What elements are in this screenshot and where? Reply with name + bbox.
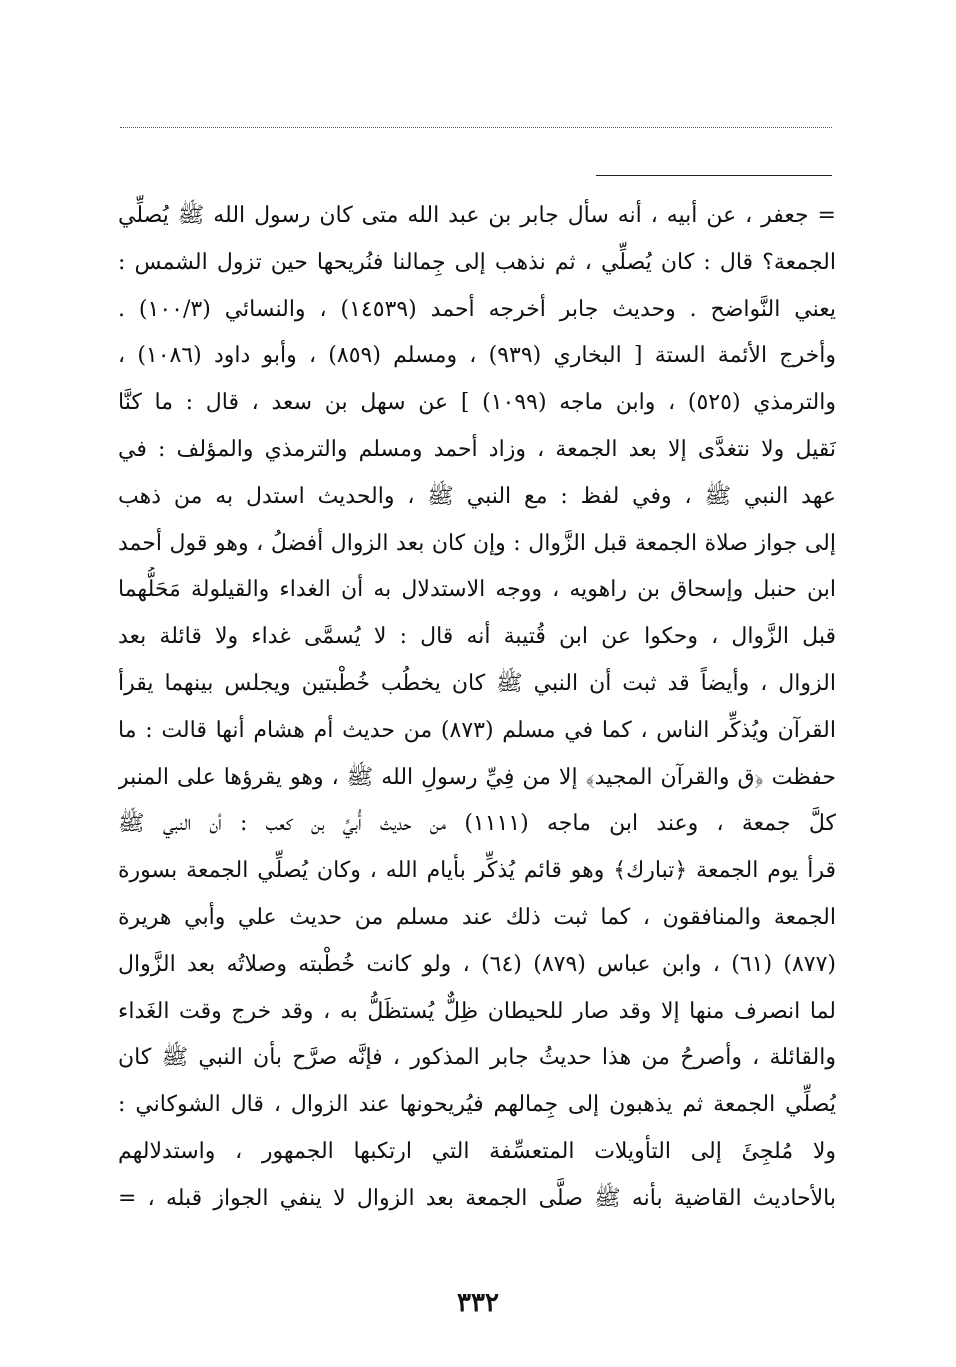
- footnote-line: (٨٧٧) (٦١) ، وابن عباس (٨٧٩) (٦٤) ، ولو كانت خُطْبته وصلاتُه بعد الزَّوال: [118, 951, 836, 977]
- footnote-line: يُصلِّي الجمعة ثم يذهبون إلى جِمالهم فيُريحونها عند الزوال ، قال الشوكاني :: [118, 1092, 836, 1118]
- footnote-line: الزوال ، وأيضاً قد ثبت أن النبي ﷺ كان يخطُب خُطْبتين ويجلس بينهما يقرأ: [118, 670, 836, 696]
- footnote-text-block: [118, 193, 836, 1223]
- footnote-line: وأخرج الأئمة الستة [ البخاري (٩٣٩) ، ومسلم (٨٥٩) ، وأبو داود (١٠٨٦) ،: [118, 343, 836, 369]
- footnote-line: عهد النبي ﷺ ، وفي لفظ : مع النبي ﷺ ، والحديث استدل به من ذهب: [118, 483, 836, 509]
- footnote-line: حفظت ﴿ق والقرآن المجيد﴾ إلا من فِيِّ رسولِ الله ﷺ ، وهو يقرؤها على المنبر: [118, 764, 836, 790]
- footnote-line: كلَّ جمعة ، وعند ابن ماجه (١١١١) من حديث أُبيِّ بن كعب : أن النبي ﷺ: [118, 811, 836, 837]
- footnote-line: ولا مُلجِئَ إلى التأويلات المتعسِّفة التي ارتكبها الجمهور ، واستدلالهم: [118, 1138, 836, 1164]
- footnote-line: الجمعة؟ قال : كان يُصلِّي ، ثم نذهب إلى جِمالنا فنُريحها حين تزول الشمس :: [118, 249, 836, 275]
- footnote-line: الجمعة والمنافقون ، كما ثبت ذلك عند مسلم من حديث علي وأبي هريرة: [118, 904, 836, 930]
- footnote-line: والترمذي (٥٢٥) ، وابن ماجه (١٠٩٩) ] عن سهل بن سعد ، قال : ما كنَّا: [118, 390, 836, 416]
- footnote-line: والقائلة ، وأصرحُ من هذا حديثُ جابر المذكور ، فإنَّه صرَّح بأن النبي ﷺ كان: [118, 1045, 836, 1071]
- footnote-line: يعني النَّواضح . وحديث جابر أخرجه أحمد (١٤٥٣٩) ، والنسائي (١٠٠/٣) .: [118, 296, 836, 322]
- header-dotted-separator: [120, 127, 832, 128]
- page-number: ٣٣٢: [457, 1288, 499, 1318]
- footnote-line: لما انصرف منها إلا وقد صار للحيطان ظِلٌّ يُستظَلُّ به ، وقد خرج وقت الغَداء: [118, 998, 836, 1024]
- footnote-separator-rule: [596, 175, 832, 176]
- footnote-line: نَقيل ولا نتغدَّى إلا بعد الجمعة ، وزاد أحمد ومسلم والترمذي والمؤلف : في: [118, 436, 836, 462]
- footnote-line: قبل الزَّوال ، وحكوا عن ابن قُتيبة أنه قال : لا يُسمَّى غداء ولا قائلة بعد: [118, 624, 836, 650]
- footnote-line: القرآن ويُذكِّر الناس ، كما في مسلم (٨٧٣) من حديث أم هشام أنها قالت : ما: [118, 717, 836, 743]
- footnote-line: بالأحاديث القاضية بأنه ﷺ صلَّى الجمعة بعد الزوال لا ينفي الجواز قبله ، =: [118, 1185, 836, 1211]
- footnote-line: = جعفر ، عن أبيه ، أنه سأل جابر بن عبد الله متى كان رسول الله ﷺ يُصلِّي: [118, 203, 836, 228]
- footnote-line: إلى جواز صلاة الجمعة قبل الزَّوال : وإن كان بعد الزوال أفضلُ ، وهو قول أحمد: [118, 530, 836, 556]
- footnote-line: ابن حنبل وإسحاق بن راهويه ، ووجه الاستدلال به أن الغداء والقيلولة مَحَلُّهما: [118, 577, 836, 603]
- footnote-line: قرأ يوم الجمعة ﴿تبارك﴾ وهو قائم يُذكِّر بأيام الله ، وكان يُصلِّي الجمعة بسورة: [118, 858, 836, 884]
